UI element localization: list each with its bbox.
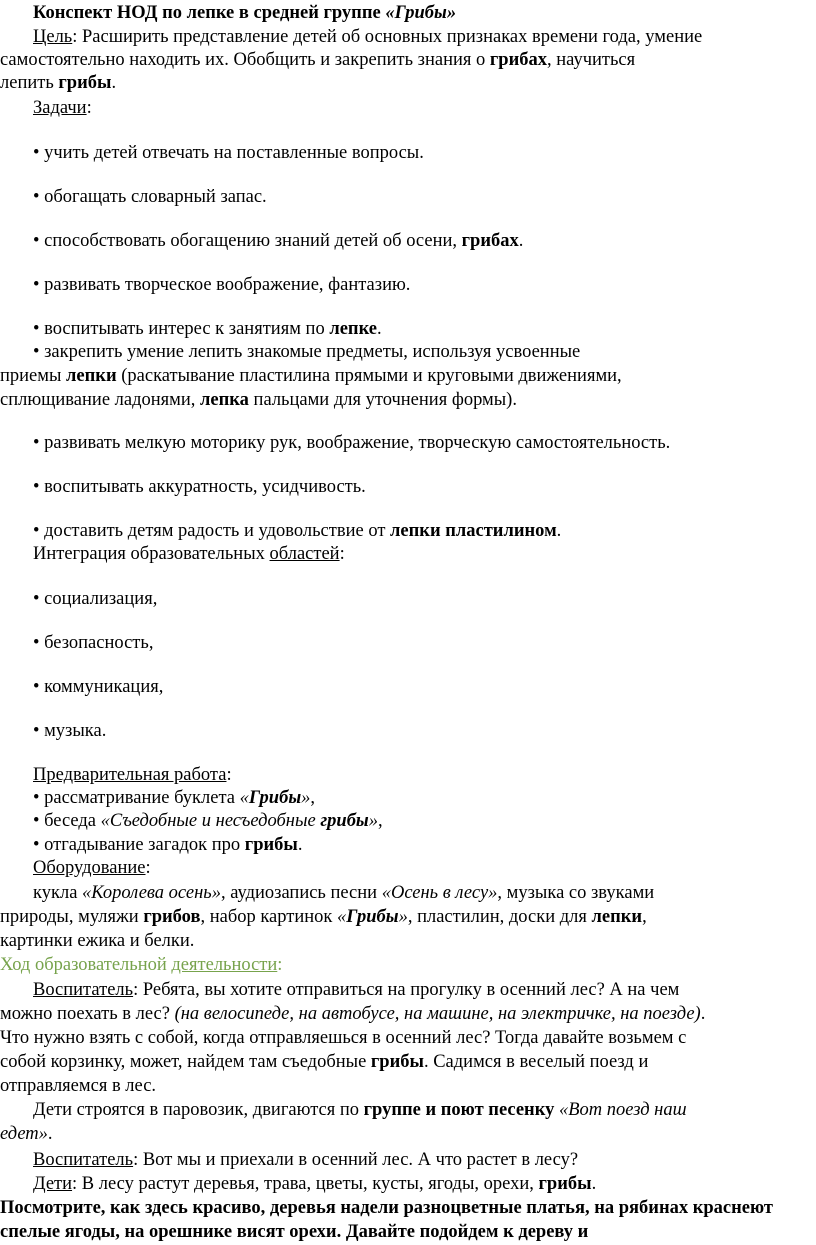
course-line: Воспитатель: Вот мы и приехали в осенний лес. А что растет в лесу? <box>33 1150 579 1170</box>
task-item: • доставить детям радость и удовольствие от лепки пластилином. <box>33 521 562 541</box>
course-line: отправляемся в лес. <box>0 1076 157 1096</box>
integration-item: • социализация, <box>33 589 158 609</box>
course-line: Дети: В лесу растут деревья, трава, цветы, кусты, ягоды, орехи, грибы. <box>33 1174 597 1194</box>
equipment-heading: Оборудование: <box>33 858 151 878</box>
course-line: Воспитатель: Ребята, вы хотите отправиться на прогулку в осенний лес? А на чем <box>33 980 680 1000</box>
equipment-line-2: природы, муляжи грибов, набор картинок «Грибы», пластилин, доски для лепки, <box>0 907 647 927</box>
course-line-bold: спелые ягоды, на орешнике висят орехи. Давайте подойдем к дереву и <box>0 1222 589 1242</box>
task-item: • воспитывать интерес к занятиям по лепке. <box>33 319 382 339</box>
children-label: Дети <box>33 1174 73 1194</box>
prelim-heading: Предварительная работа: <box>33 765 232 785</box>
task-item: • способствовать обогащению знаний детей об осени, грибах. <box>33 231 524 251</box>
prelim-item: • рассматривание буклета «Грибы», <box>33 788 316 808</box>
task-item: • развивать творческое воображение, фантазию. <box>33 275 411 295</box>
goal-label: Цель <box>33 27 73 47</box>
tasks-heading: Задачи: <box>33 98 92 118</box>
course-line: Что нужно взять с собой, когда отправляешься в осенний лес? Тогда давайте возьмем с <box>0 1028 687 1048</box>
course-line: можно поехать в лес? (на велосипеде, на автобусе, на машине, на электричке, на поезде). <box>0 1004 706 1024</box>
integration-heading: Интеграция образовательных областей: <box>33 544 345 564</box>
course-line: собой корзинку, может, найдем там съедобные грибы. Садимся в веселый поезд и <box>0 1052 649 1072</box>
task-item-continued: сплющивание ладонями, лепка пальцами для уточнения формы). <box>0 390 517 410</box>
task-item: • закрепить умение лепить знакомые предметы, используя усвоенные <box>33 342 581 362</box>
task-item: • обогащать словарный запас. <box>33 187 267 207</box>
goal-line-3: лепить грибы. <box>0 73 117 93</box>
document-title: Конспект НОД по лепке в средней группе «Грибы» <box>33 3 457 23</box>
course-line: едет». <box>0 1124 53 1144</box>
course-line: Дети строятся в паровозик, двигаются по группе и поют песенку «Вот поезд наш <box>33 1100 687 1120</box>
task-item-continued: приемы лепки (раскатывание пластилина прямыми и круговыми движениями, <box>0 366 622 386</box>
equipment-line-3: картинки ежика и белки. <box>0 931 195 951</box>
integration-item: • безопасность, <box>33 633 154 653</box>
equipment-line-1: кукла «Королева осень», аудиозапись песни «Осень в лесу», музыка со звуками <box>33 883 655 903</box>
course-line-bold: Посмотрите, как здесь красиво, деревья надели разноцветные платья, на рябинах краснеют <box>0 1198 773 1218</box>
teacher-label: Воспитатель <box>33 980 134 1000</box>
task-item: • развивать мелкую моторику рук, воображение, творческую самостоятельность. <box>33 433 671 453</box>
integration-item: • коммуникация, <box>33 677 164 697</box>
goal-line-2: самостоятельно находить их. Обобщить и закрепить знания о грибах, научиться <box>0 50 636 70</box>
goal-line-1: Цель: Расширить представление детей об основных признаках времени года, умение <box>33 27 703 47</box>
task-item: • учить детей отвечать на поставленные вопросы. <box>33 143 424 163</box>
prelim-item: • беседа «Съедобные и несъедобные грибы», <box>33 811 383 831</box>
prelim-item: • отгадывание загадок про грибы. <box>33 835 303 855</box>
course-heading: Ход образовательной деятельности: <box>0 955 283 975</box>
teacher-label: Воспитатель <box>33 1150 134 1170</box>
task-item: • воспитывать аккуратность, усидчивость. <box>33 477 366 497</box>
integration-item: • музыка. <box>33 721 107 741</box>
